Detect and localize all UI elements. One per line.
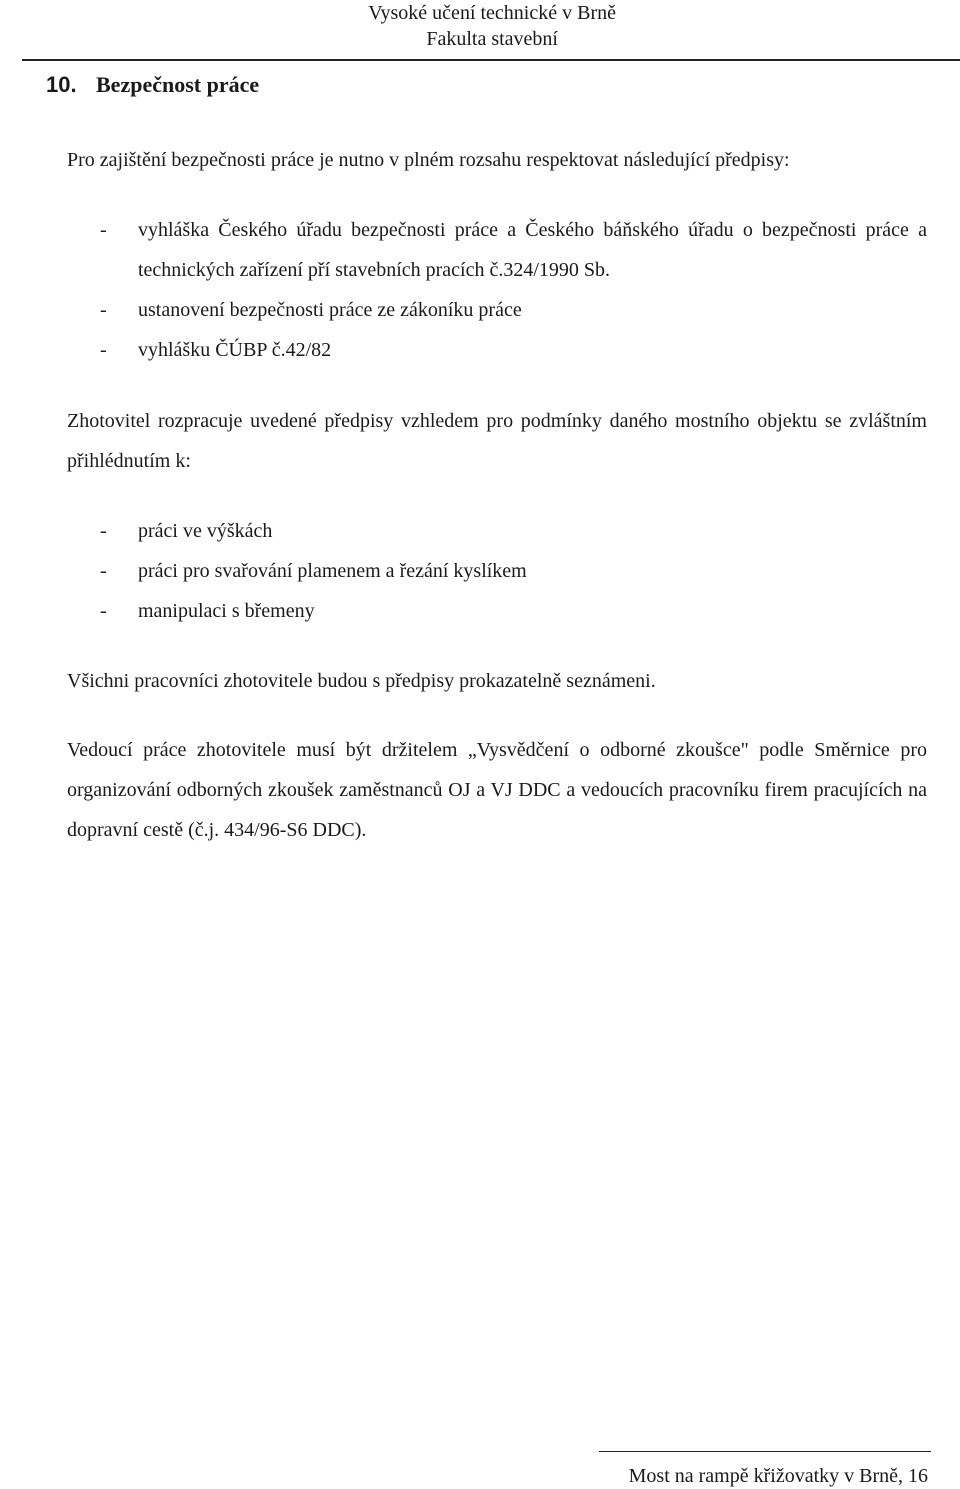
header-faculty: Fakulta stavební — [426, 28, 558, 50]
list-dash: - — [100, 600, 107, 622]
header-university: Vysoké učení technické v Brně — [368, 2, 616, 24]
list-item-text: vyhlášku ČÚBP č.42/82 — [138, 339, 332, 361]
list-item — [100, 330, 927, 370]
list-item-text: práci pro svařování plamenem a řezání kyslíkem — [138, 560, 527, 582]
list-item — [100, 551, 927, 591]
list-item — [100, 591, 927, 631]
footer-divider — [599, 1451, 931, 1452]
section-number: 10. — [46, 72, 77, 97]
special-conditions-list — [100, 511, 927, 631]
list-dash: - — [100, 520, 107, 542]
page-header — [368, 0, 616, 52]
list-item — [100, 290, 927, 330]
list-item-text: vyhláška Českého úřadu bezpečnosti práce a Českého báňského úřadu o bezpečnosti práce a technických zařízení pří stavebních pracích č.324/1990 Sb. — [138, 219, 927, 281]
page-footer: Most na rampě křižovatky v Brně, 16 — [628, 1465, 928, 1487]
workers-paragraph: Všichni pracovníci zhotovitele budou s předpisy prokazatelně seznámeni. — [67, 670, 656, 692]
contractor-paragraph: Zhotovitel rozpracuje uvedené předpisy vzhledem pro podmínky daného mostního objektu se zvláštním přihlédnutím k: — [67, 410, 927, 472]
section-title: Bezpečnost práce — [96, 72, 260, 97]
regulations-list — [100, 210, 927, 370]
list-item-text: manipulaci s břemeny — [138, 600, 315, 622]
list-item-text: práci ve výškách — [138, 520, 273, 542]
list-item — [100, 210, 927, 290]
manager-paragraph: Vedoucí práce zhotovitele musí být držitelem „Vysvědčení o odborné zkoušce" podle Směrnice pro organizování odborných zkoušek zaměstnanců OJ a VJ DDC a vedoucích pracovníku firem pracujících na dopravní cestě (č.j. 434/96-S6 DDC). — [67, 739, 927, 841]
intro-paragraph: Pro zajištění bezpečnosti práce je nutno v plném rozsahu respektovat následující předpisy: — [67, 149, 790, 171]
list-dash: - — [100, 560, 107, 582]
header-divider — [22, 59, 960, 61]
list-dash: - — [100, 299, 107, 321]
list-item-text: ustanovení bezpečnosti práce ze zákoníku práce — [138, 299, 522, 321]
list-dash: - — [100, 339, 107, 361]
list-dash: - — [100, 219, 107, 241]
list-item — [100, 511, 927, 551]
section-heading — [46, 72, 259, 98]
